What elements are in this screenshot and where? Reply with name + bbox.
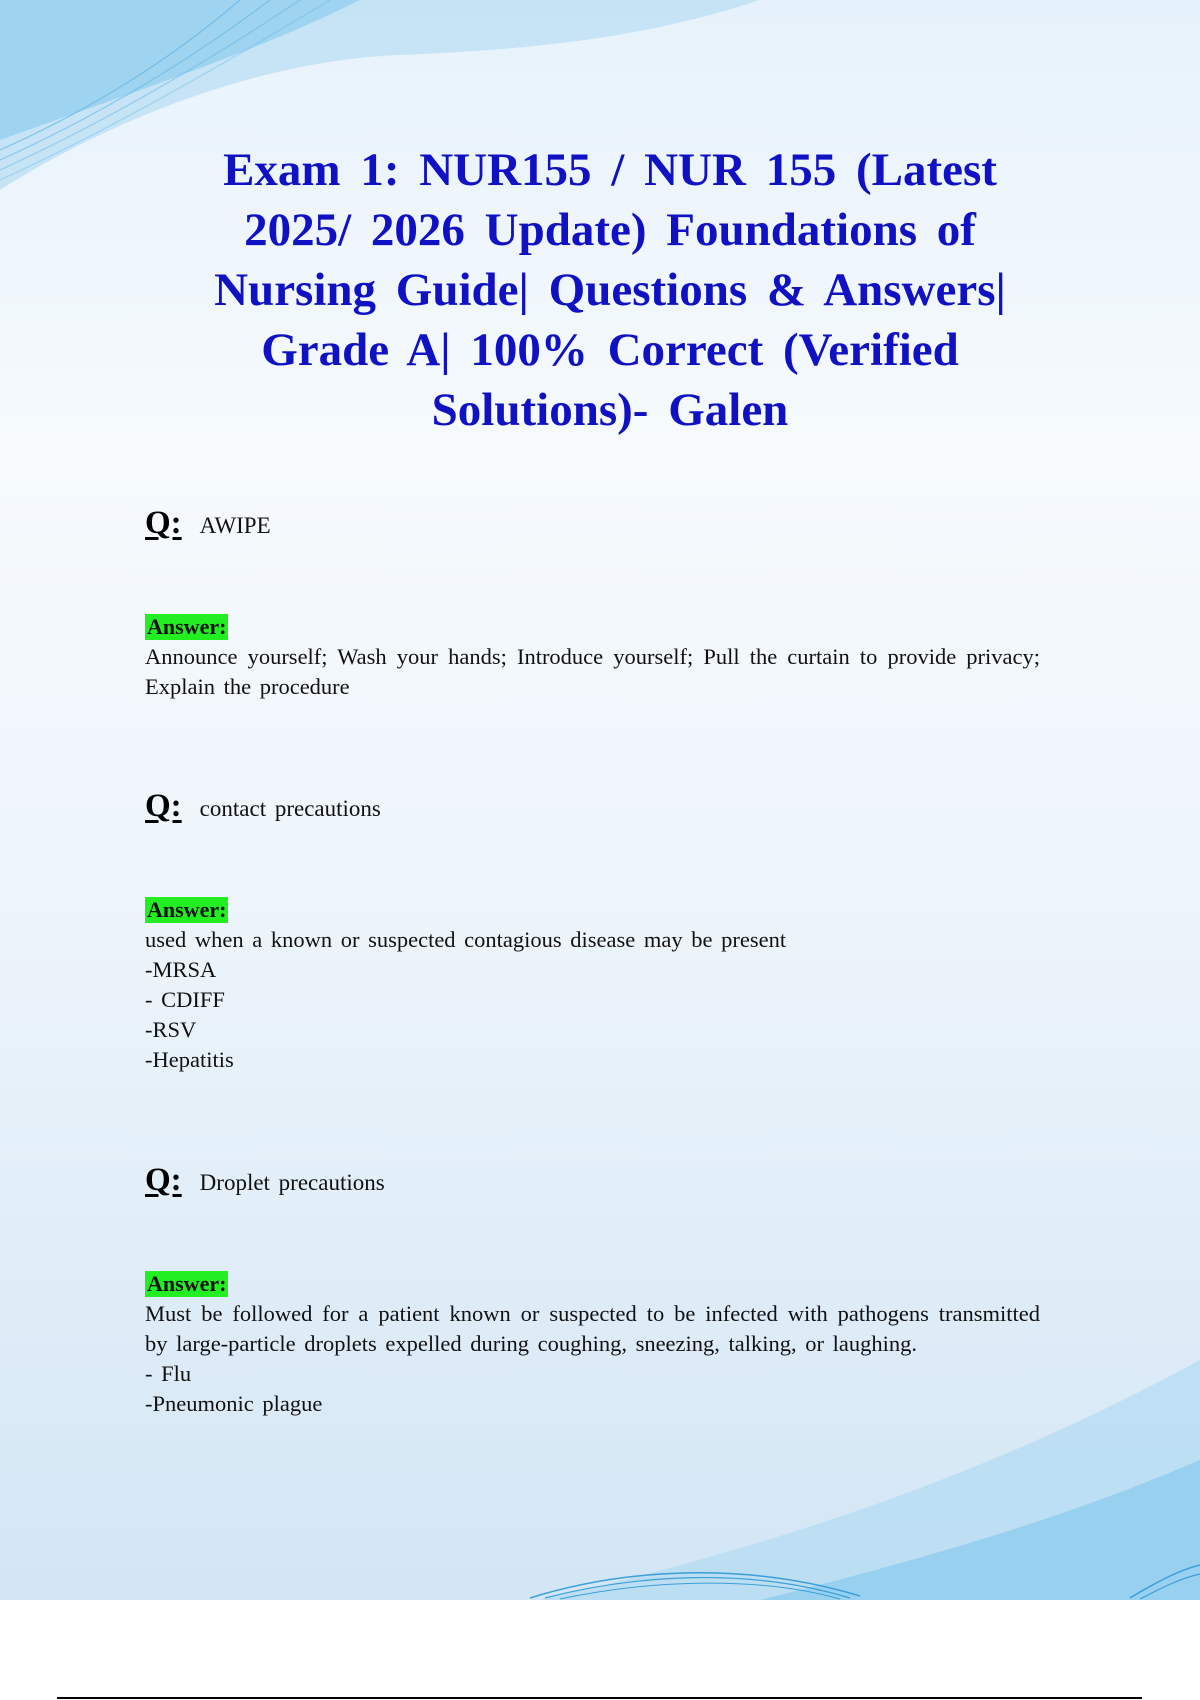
question-line [145, 505, 1040, 542]
question-label: Q: [145, 788, 182, 824]
answer-text: Must be followed for a patient known or suspected to be infected with pathogens transmitted by large-particle droplets expelled during coughing, sneezing, talking, or laughing. - Flu -Pneumonic plague [145, 1301, 1040, 1416]
question-label: Q: [145, 505, 182, 541]
question-text: Droplet precautions [199, 1170, 385, 1195]
qa-item-2 [145, 788, 1040, 1075]
qa-item-3 [145, 1162, 1040, 1419]
question-line [145, 1162, 1040, 1199]
footer-rule [57, 1697, 1142, 1699]
question-label: Q: [145, 1162, 182, 1198]
question-line [145, 788, 1040, 825]
answer-label: Answer: [147, 1271, 227, 1296]
page-title: Exam 1: NUR155 / NUR 155 (Latest 2025/ 2026 Update) Foundations of Nursing Guide| Questions & Answers| Grade A| 100% Correct (Verified Solutions)- Galen [214, 144, 1006, 436]
answer-label: Answer: [147, 897, 227, 922]
answer-text: Announce yourself; Wash your hands; Introduce yourself; Pull the curtain to provide privacy; Explain the procedure [145, 644, 1040, 699]
answer-label: Answer: [147, 614, 227, 639]
question-text: AWIPE [199, 513, 271, 538]
question-text: contact precautions [199, 796, 381, 821]
answer-text: used when a known or suspected contagious disease may be present -MRSA - CDIFF -RSV -Hepatitis [145, 927, 787, 1072]
qa-item-1 [145, 505, 1040, 702]
